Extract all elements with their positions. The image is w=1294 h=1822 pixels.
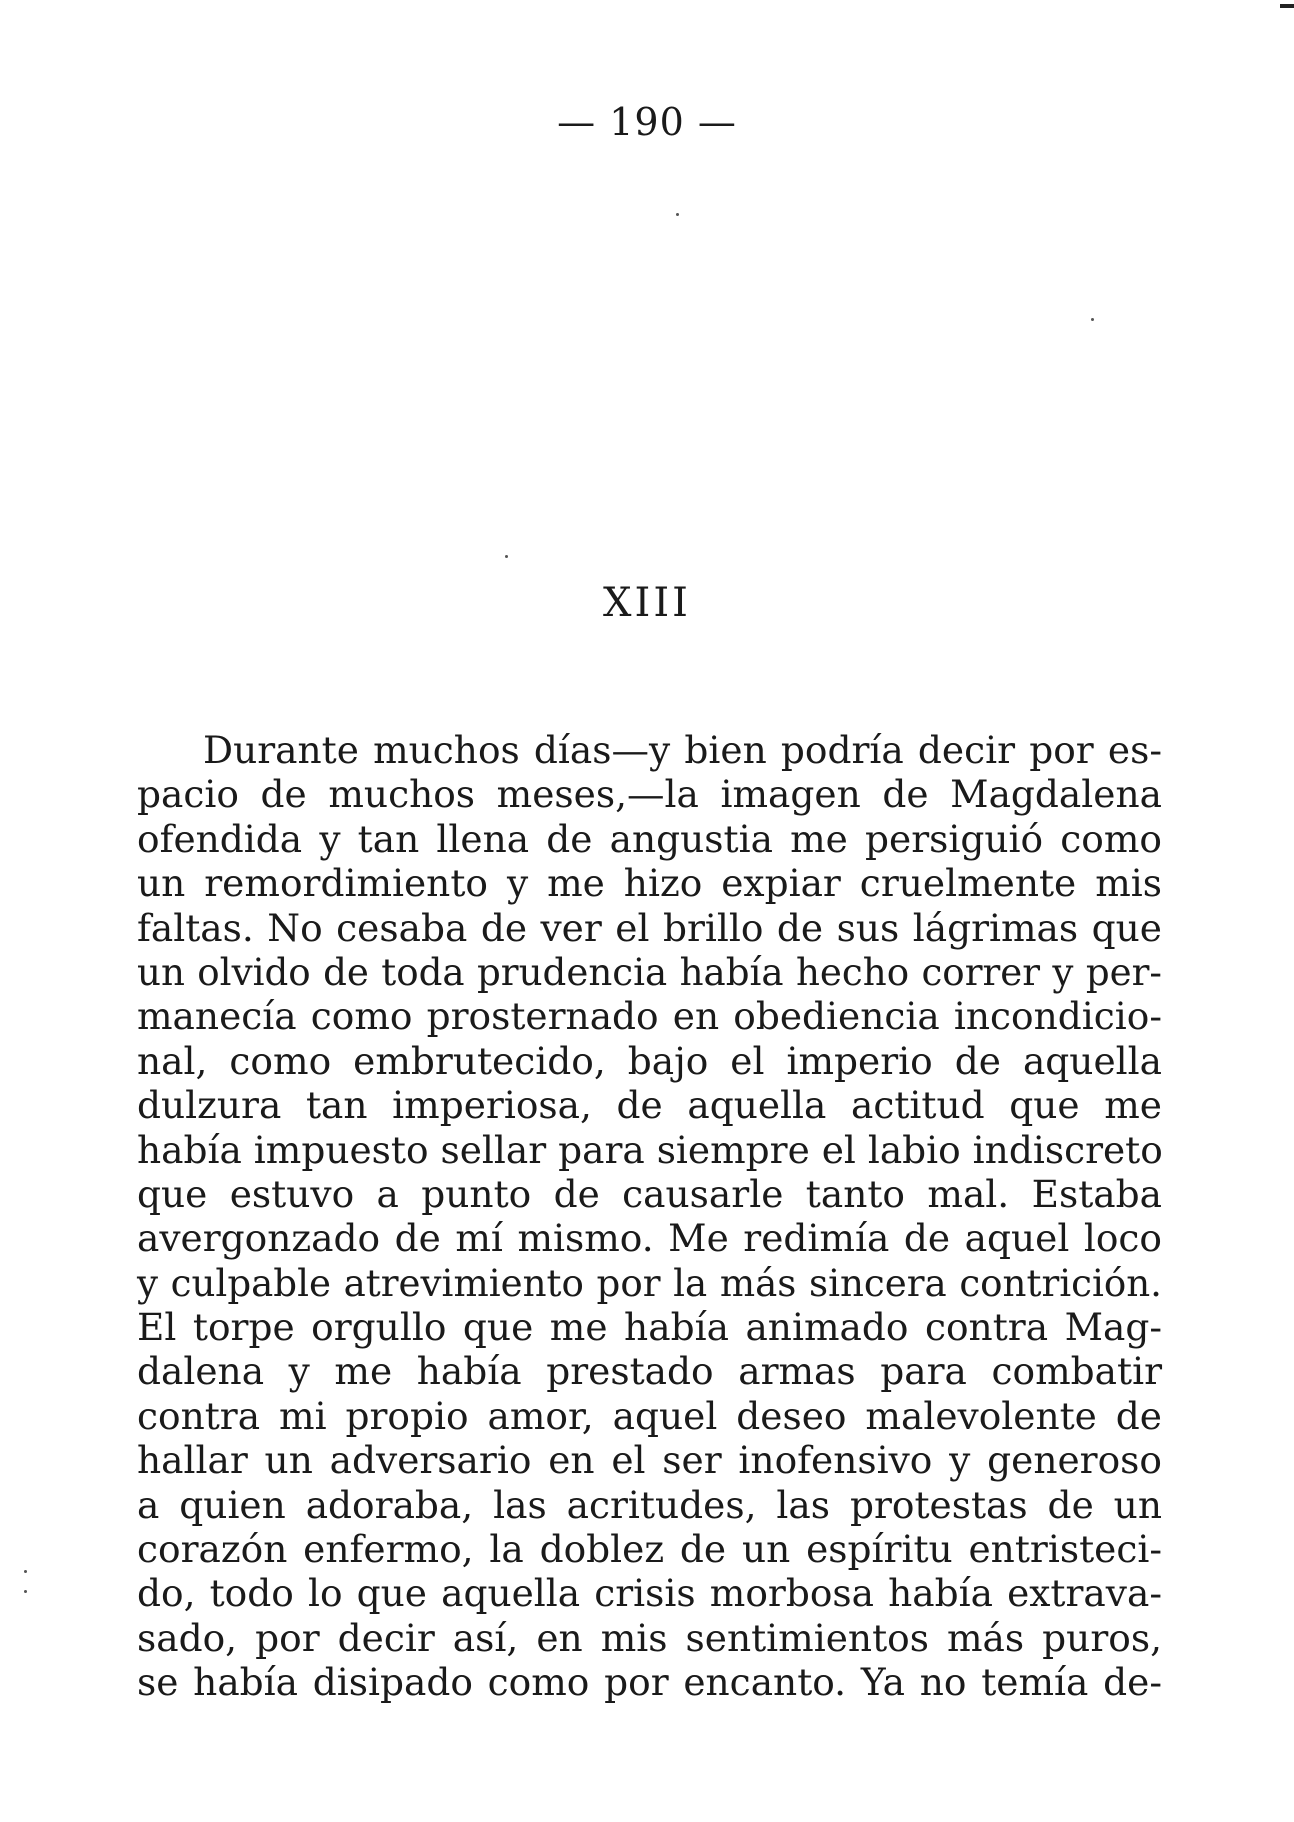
text-line: do, todo lo que aquella crisis morbosa había extrava- (137, 1571, 1162, 1616)
scan-speck (505, 555, 508, 558)
scan-speck (1091, 318, 1094, 321)
text-line: pacio de muchos meses,—la imagen de Magdalena (137, 772, 1162, 817)
text-line: un remordimiento y me hizo expiar cruelmente mis (137, 861, 1162, 906)
scan-edge-mark (1280, 4, 1294, 8)
text-line: y culpable atrevimiento por la más sincera contrición. (137, 1260, 1162, 1305)
text-line: había impuesto sellar para siempre el labio indiscreto (137, 1127, 1163, 1172)
text-line: manecía como prosternado en obediencia incondicio- (137, 994, 1162, 1039)
scan-speck (676, 213, 679, 216)
text-line: a quien adoraba, las acritudes, las protestas de un (137, 1482, 1162, 1527)
text-line: un olvido de toda prudencia había hecho correr y per- (137, 949, 1162, 994)
scan-speck (24, 1570, 27, 1573)
page-number: — 190 — (557, 100, 737, 144)
text-line: contra mi propio amor, aquel deseo malevolente de (137, 1393, 1162, 1438)
text-line: avergonzado de mí mismo. Me redimía de aquel loco (137, 1216, 1162, 1261)
text-line: corazón enfermo, la doblez de un espíritu entristeci- (137, 1527, 1162, 1572)
text-line: dulzura tan imperiosa, de aquella actitud que me (137, 1083, 1162, 1128)
text-line: sado, por decir así, en mis sentimientos más puros, (137, 1615, 1162, 1660)
text-line: hallar un adversario en el ser inofensivo y generoso (137, 1438, 1162, 1483)
text-line: El torpe orgullo que me había animado contra Mag- (137, 1305, 1162, 1350)
chapter-heading: XIII (603, 580, 691, 626)
text-line: faltas. No cesaba de ver el brillo de sus lágrimas que (137, 905, 1162, 950)
text-line: ofendida y tan llena de angustia me persiguió como (137, 816, 1162, 861)
body-text (137, 728, 1162, 1705)
text-line: se había disipado como por encanto. Ya no temía de- (137, 1660, 1162, 1705)
text-line: Durante muchos días—y bien podría decir por es- (203, 728, 1162, 772)
text-line: nal, como embrutecido, bajo el imperio de aquella (137, 1038, 1162, 1083)
text-line: que estuvo a punto de causarle tanto mal. Estaba (137, 1171, 1162, 1216)
scan-speck (24, 1590, 27, 1593)
text-line: dalena y me había prestado armas para combatir (137, 1349, 1162, 1394)
